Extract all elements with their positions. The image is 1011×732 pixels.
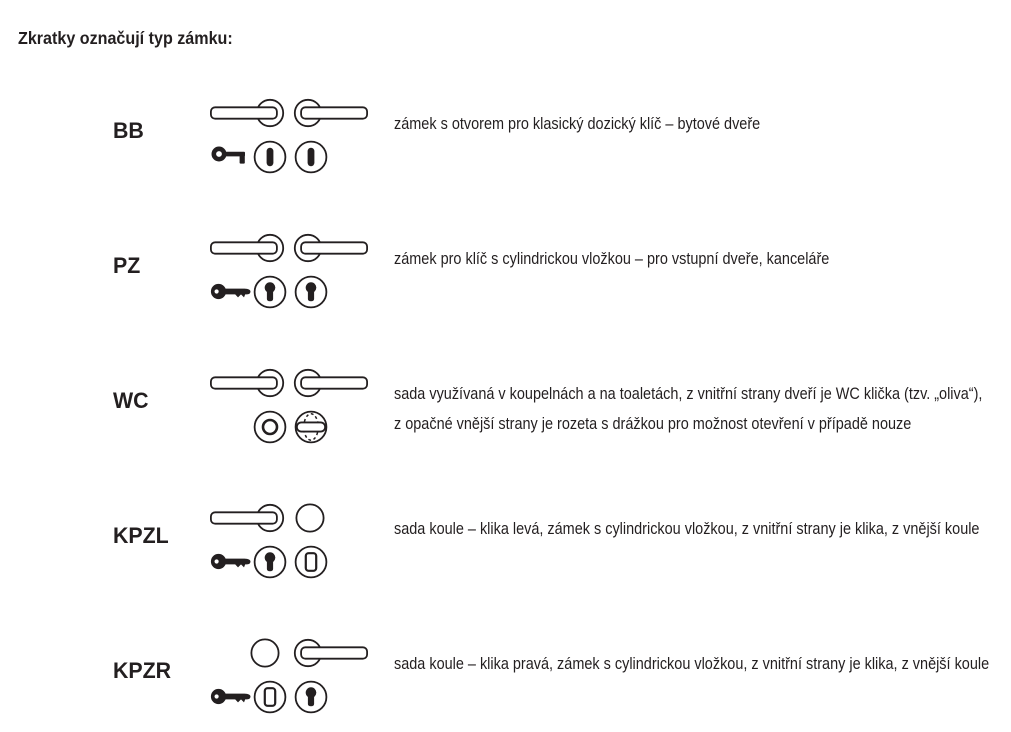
pz-keyhole-rosette-icon xyxy=(253,275,287,309)
lever-handle-left-icon xyxy=(210,233,286,263)
row-pz xyxy=(0,233,1011,313)
row-wc xyxy=(0,368,1011,448)
description-line: sada koule – klika levá, zámek s cylindrickou vložkou, z vnitřní strany je klika, z vnější koule xyxy=(394,519,980,538)
pz-keyhole-rosette-icon xyxy=(294,680,328,714)
lock-code-label: WC xyxy=(113,388,149,413)
lock-icon-set xyxy=(205,503,375,583)
lever-handle-right-icon xyxy=(292,98,368,128)
lock-code-label: KPZR xyxy=(113,658,172,683)
description-line: sada koule – klika pravá, zámek s cylindrickou vložkou, z vnitřní strany je klika, z vnější koule xyxy=(394,654,990,673)
pz-keyhole-rosette-icon xyxy=(253,545,287,579)
page-title: Zkratky označují typ zámku: xyxy=(18,28,233,48)
lock-icon-set xyxy=(205,368,375,448)
description-line: zámek s otvorem pro klasický dozický klíč – bytové dveře xyxy=(394,114,761,133)
description-line: zámek pro klíč s cylindrickou vložkou – pro vstupní dveře, kanceláře xyxy=(394,249,830,268)
classic-key-icon xyxy=(211,144,251,170)
lock-description xyxy=(394,244,829,274)
lever-handle-right-icon xyxy=(292,638,368,668)
lock-code-label: PZ xyxy=(113,253,141,278)
pz-keyhole-rosette-icon xyxy=(294,275,328,309)
row-bb xyxy=(0,98,1011,178)
lock-description xyxy=(394,649,989,679)
bb-keyhole-rosette-icon xyxy=(253,140,287,174)
lever-handle-left-icon xyxy=(210,503,286,533)
blind-rosette-icon xyxy=(294,545,328,579)
description-line: sada využívaná v koupelnách a na toaletách, z vnitřní strany dveří je WC klička (tzv. „oliva“), xyxy=(394,384,983,403)
lock-icon-set xyxy=(205,98,375,178)
lever-handle-right-icon xyxy=(292,233,368,263)
bb-keyhole-rosette-icon xyxy=(294,140,328,174)
cylinder-key-icon xyxy=(210,281,252,303)
door-knob-icon xyxy=(250,638,280,668)
groove-rosette-icon xyxy=(253,410,287,444)
door-knob-icon xyxy=(295,503,325,533)
blind-rosette-icon xyxy=(253,680,287,714)
lock-code-label: KPZL xyxy=(113,523,169,548)
lever-handle-left-icon xyxy=(210,368,286,398)
lock-description xyxy=(394,514,979,544)
lock-icon-set xyxy=(205,638,375,718)
lock-icon-set xyxy=(205,233,375,313)
lever-handle-right-icon xyxy=(292,368,368,398)
cylinder-key-icon xyxy=(210,686,252,708)
wc-oliva-rosette-icon xyxy=(294,410,328,444)
lock-description xyxy=(394,109,760,139)
lock-description xyxy=(394,379,982,439)
description-line: z opačné vnější strany je rozeta s drážkou pro možnost otevření v případě nouze xyxy=(394,414,912,433)
row-kpzr xyxy=(0,638,1011,718)
cylinder-key-icon xyxy=(210,551,252,573)
row-kpzl xyxy=(0,503,1011,583)
lever-handle-left-icon xyxy=(210,98,286,128)
lock-code-label: BB xyxy=(113,118,144,143)
